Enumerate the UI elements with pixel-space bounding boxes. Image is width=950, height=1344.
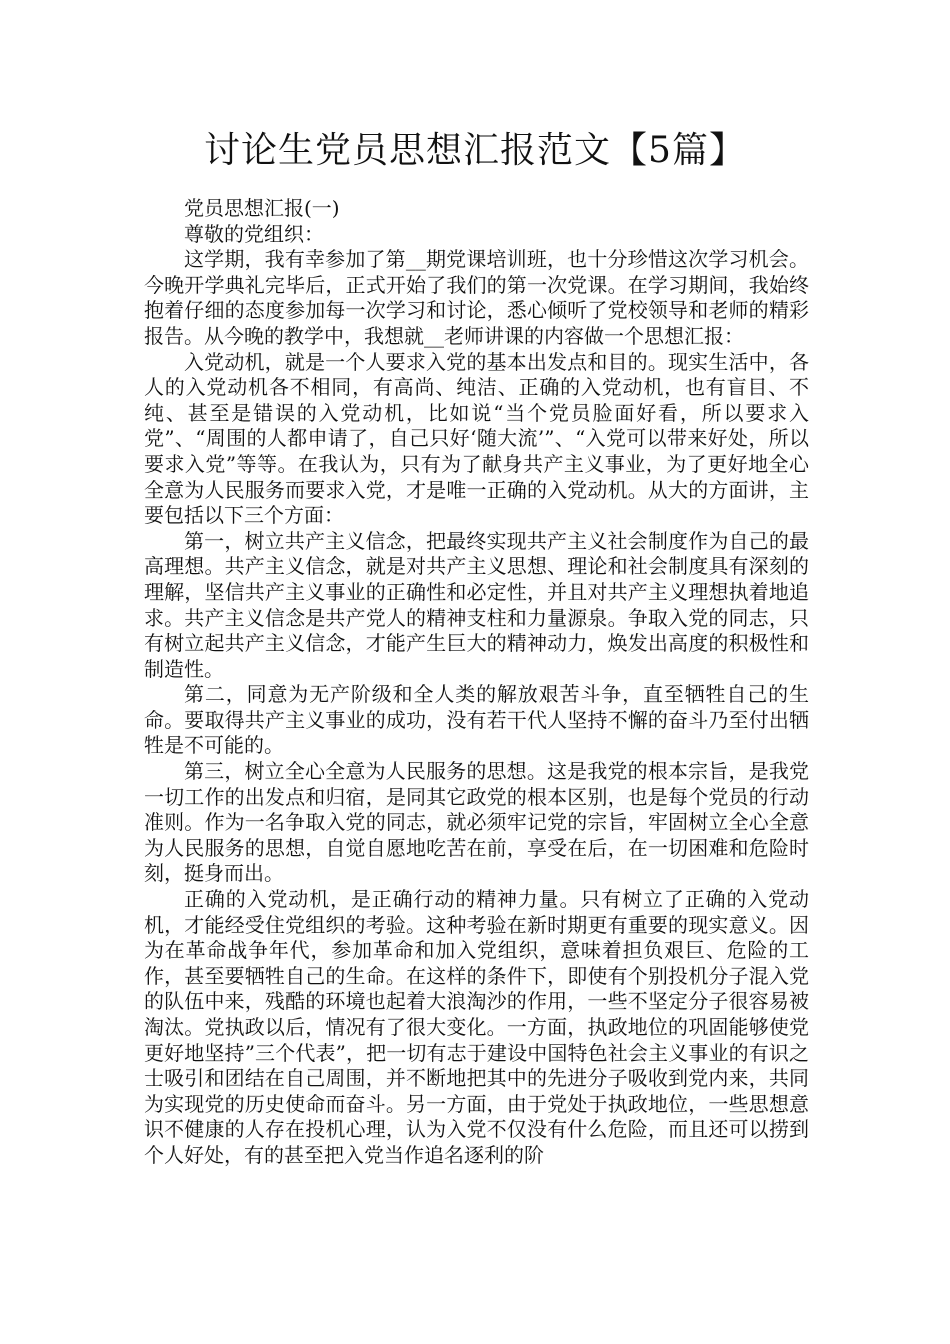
document-title: 讨论生党员思想汇报范文【5篇】 (204, 130, 746, 171)
paragraph-third: 第三，树立全心全意为人民服务的思想。这是我党的根本宗旨，是我党一切工作的出发点和归宿，是同其它政党的根本区别，也是每个党员的行动准则。作为一名争取入党的同志，就必须牢记党的宗旨，牢固树立全心全意为人民服务的思想，自觉自愿地吃苦在前，享受在后，在一切困难和危险时刻，挺身而出。 (144, 759, 809, 886)
document-body (144, 196, 809, 1169)
paragraph-first: 第一，树立共产主义信念，把最终实现共产主义社会制度作为自己的最高理想。共产主义信念，就是对共产主义思想、理论和社会制度具有深刻的理解，坚信共产主义事业的正确性和必定性，并且对共产主义理想执着地追求。共产主义信念是共产党人的精神支柱和力量源泉。争取入党的同志，只有树立起共产主义信念，才能产生巨大的精神动力，焕发出高度的积极性和制造性。 (144, 528, 809, 681)
paragraph-motive: 入党动机，就是一个人要求入党的基本出发点和目的。现实生活中，各人的入党动机各不相同，有高尚、纯洁、正确的入党动机，也有盲目、不纯、甚至是错误的入党动机，比如说“当个党员脸面好看，所以要求入党”、“周围的人都申请了，自己只好‘随大流’”、“入党可以带来好处，所以要求入党”等等。在我认为，只有为了献身共产主义事业，为了更好地全心全意为人民服务而要求入党，才是唯一正确的入党动机。从大的方面讲，主要包括以下三个方面： (144, 349, 809, 528)
paragraph-intro: 这学期，我有幸参加了第__期党课培训班，也十分珍惜这次学习机会。今晚开学典礼完毕后，正式开始了我们的第一次党课。在学习期间，我始终抱着仔细的态度参加每一次学习和讨论，悉心倾听了党校领导和老师的精彩报告。从今晚的教学中，我想就__老师讲课的内容做一个思想汇报： (144, 247, 809, 348)
paragraph-conclusion: 正确的入党动机，是正确行动的精神力量。只有树立了正确的入党动机，才能经受住党组织的考验。这种考验在新时期更有重要的现实意义。因为在革命战争年代，参加革命和加入党组织，意味着担负艰巨、危险的工作，甚至要牺牲自己的生命。在这样的条件下，即使有个别投机分子混入党的队伍中来，残酷的环境也起着大浪淘沙的作用，一些不坚定分子很容易被淘汰。党执政以后，情况有了很大变化。一方面，执政地位的巩固能够使党更好地坚持”三个代表”，把一切有志于建设中国特色社会主义事业的有识之士吸引和团结在自己周围，并不断地把其中的先进分子吸收到党内来，共同为实现党的历史使命而奋斗。另一方面，由于党处于执政地位，一些思想意识不健康的人存在投机心理，认为入党不仅没有什么危险，而且还可以捞到个人好处，有的甚至把入党当作追名逐利的阶 (144, 887, 809, 1167)
salutation: 尊敬的党组织： (184, 221, 324, 246)
section-heading: 党员思想汇报(一) (184, 196, 340, 220)
paragraph-second: 第二，同意为无产阶级和全人类的解放艰苦斗争，直至牺牲自己的生命。要取得共产主义事业的成功，没有若干代人坚持不懈的奋斗乃至付出牺牲是不可能的。 (144, 682, 809, 758)
